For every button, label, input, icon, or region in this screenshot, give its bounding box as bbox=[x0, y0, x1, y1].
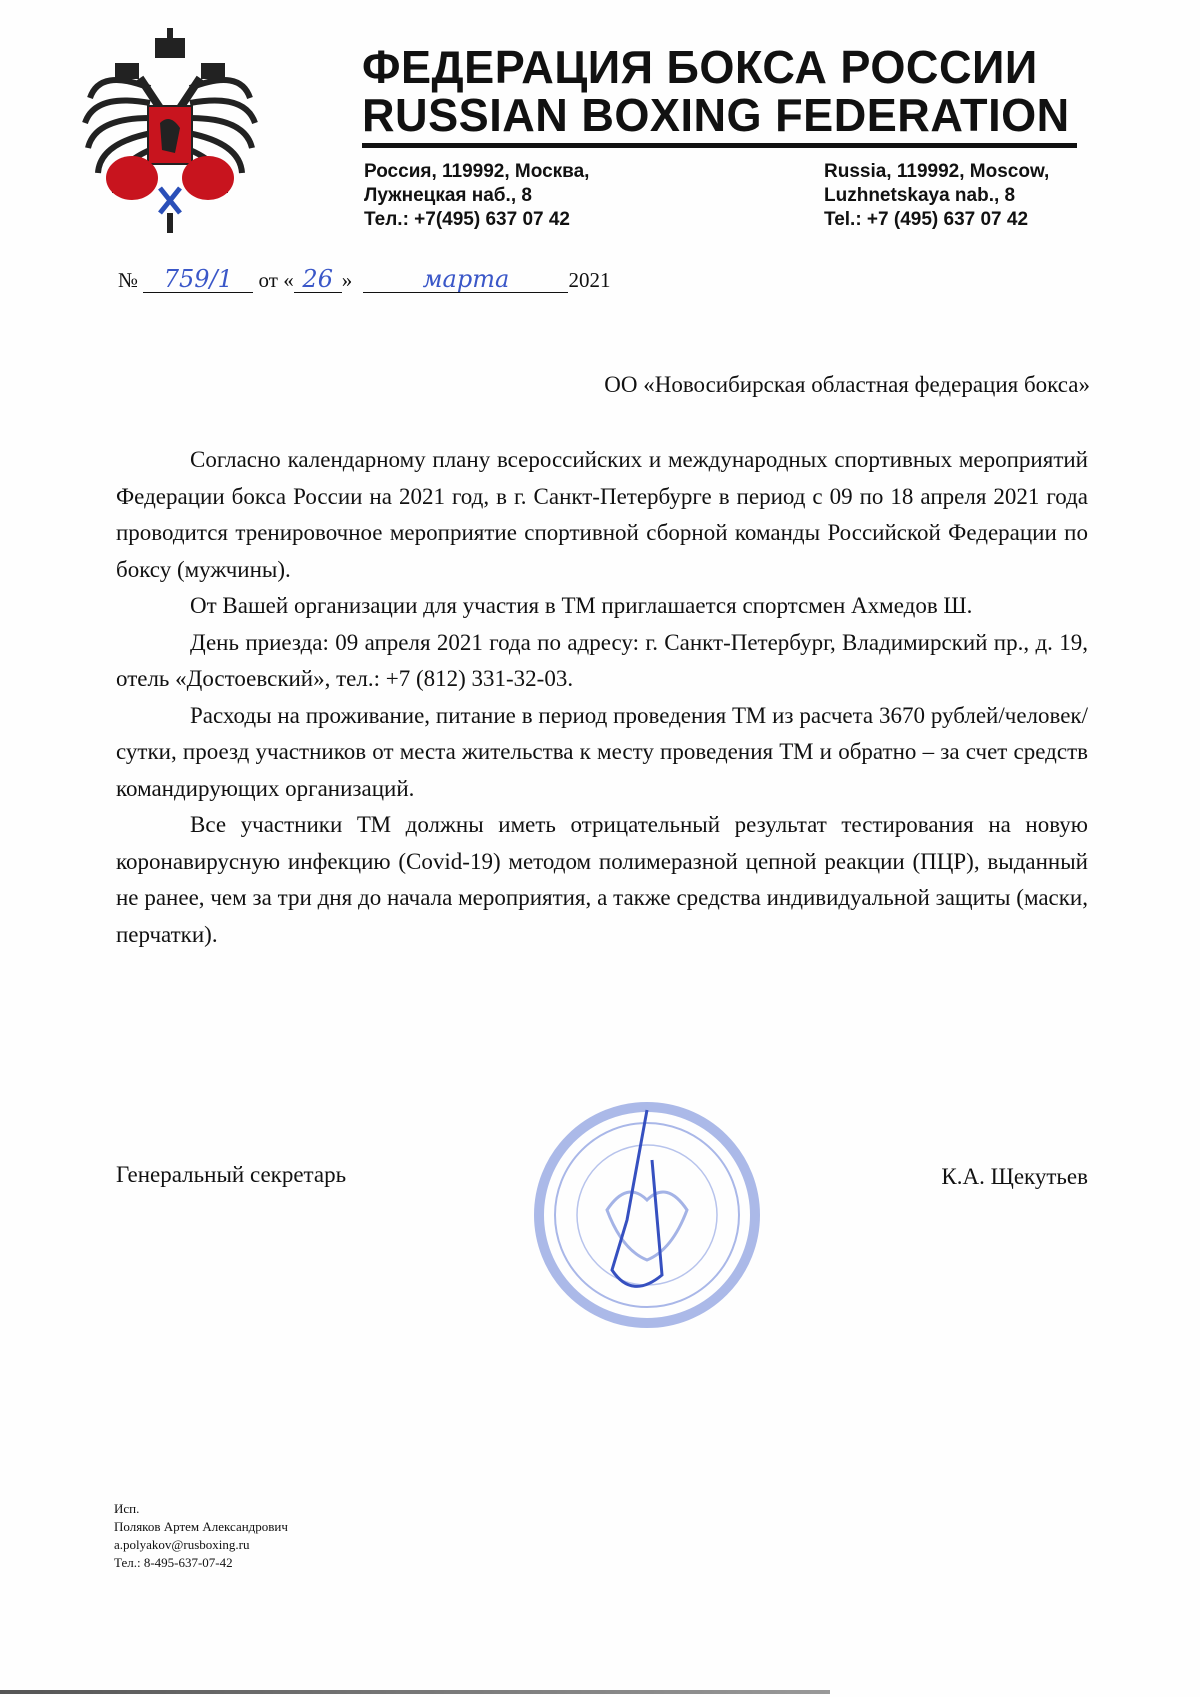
reference-number: 759/1 bbox=[143, 266, 253, 293]
address-ru-line: Тел.: +7(495) 637 07 42 bbox=[364, 209, 571, 230]
official-seal-icon bbox=[532, 1100, 762, 1330]
reference-month: марта bbox=[363, 266, 568, 293]
signatory-position: Генеральный секретарь bbox=[116, 1162, 347, 1187]
address-en bbox=[824, 160, 1049, 232]
org-title-en: RUSSIAN BOXING FEDERATION bbox=[362, 89, 1070, 141]
address-en-line: Luzhnetskaya nab., 8 bbox=[824, 185, 1016, 206]
reference-line bbox=[118, 266, 610, 293]
body-paragraph: Все участники ТМ должны иметь отрицательный результат тестирования на новую коронавирусную инфекцию (Covid-19) методом полимеразной цепной реакции (ПЦР), выданный не ранее, чем за три дня до начала мероприятия, а также средства индивидуальной защиты (маски, перчатки). bbox=[116, 812, 1088, 947]
body-paragraph: День приезда: 09 апреля 2021 года по адресу: г. Санкт-Петербург, Владимирский пр., д. 19, отель «Достоевский», тел.: +7 (812) 331-32-03. bbox=[116, 629, 1088, 691]
signature-stroke bbox=[612, 1110, 662, 1286]
letter-body bbox=[116, 442, 1088, 953]
number-label: № bbox=[118, 268, 139, 292]
address-ru bbox=[364, 160, 589, 232]
signatory-name: К.А. Щекутьев bbox=[941, 1164, 1088, 1189]
address-ru-line: Россия, 119992, Москва, bbox=[364, 161, 590, 182]
org-title-ru: ФЕДЕРАЦИЯ БОКСА РОССИИ bbox=[362, 41, 1038, 93]
address-en-line: Tel.: +7 (495) 637 07 42 bbox=[824, 209, 1029, 230]
reference-day: 26 bbox=[294, 266, 342, 293]
executor-block bbox=[114, 1500, 288, 1572]
addressee: ОО «Новосибирская областная федерация бокса» bbox=[604, 372, 1090, 397]
body-paragraph: От Вашей организации для участия в ТМ приглашается спортсмен Ахмедов Ш. bbox=[190, 593, 973, 618]
executor-email: a.polyakov@rusboxing.ru bbox=[114, 1537, 250, 1552]
from-label: от « bbox=[258, 268, 294, 292]
scan-edge-line bbox=[0, 1690, 830, 1694]
address-en-line: Russia, 119992, Moscow, bbox=[824, 161, 1050, 182]
header-divider bbox=[362, 143, 1077, 148]
federation-emblem-icon bbox=[70, 28, 270, 238]
executor-phone: Тел.: 8-495-637-07-42 bbox=[114, 1555, 233, 1570]
address-ru-line: Лужнецкая наб., 8 bbox=[364, 185, 532, 206]
day-close-quote: » bbox=[341, 268, 353, 292]
executor-name: Поляков Артем Александрович bbox=[114, 1519, 288, 1534]
executor-label: Исп. bbox=[114, 1501, 140, 1516]
body-paragraph: Расходы на проживание, питание в период проведения ТМ из расчета 3670 рублей/человек/сутки, проезд участников от места жительства к месту проведения ТМ и обратно – за счет средств командирующих организаций. bbox=[116, 702, 1088, 801]
reference-year: 2021 bbox=[568, 268, 611, 292]
body-paragraph: Согласно календарному плану всероссийских и международных спортивных мероприятий Федерации бокса России на 2021 год, в г. Санкт-Петербурге в период с 09 по 18 апреля 2021 года проводится тренировочное мероприятие спортивной сборной команды Российской Федерации по боксу (мужчины). bbox=[116, 447, 1088, 582]
